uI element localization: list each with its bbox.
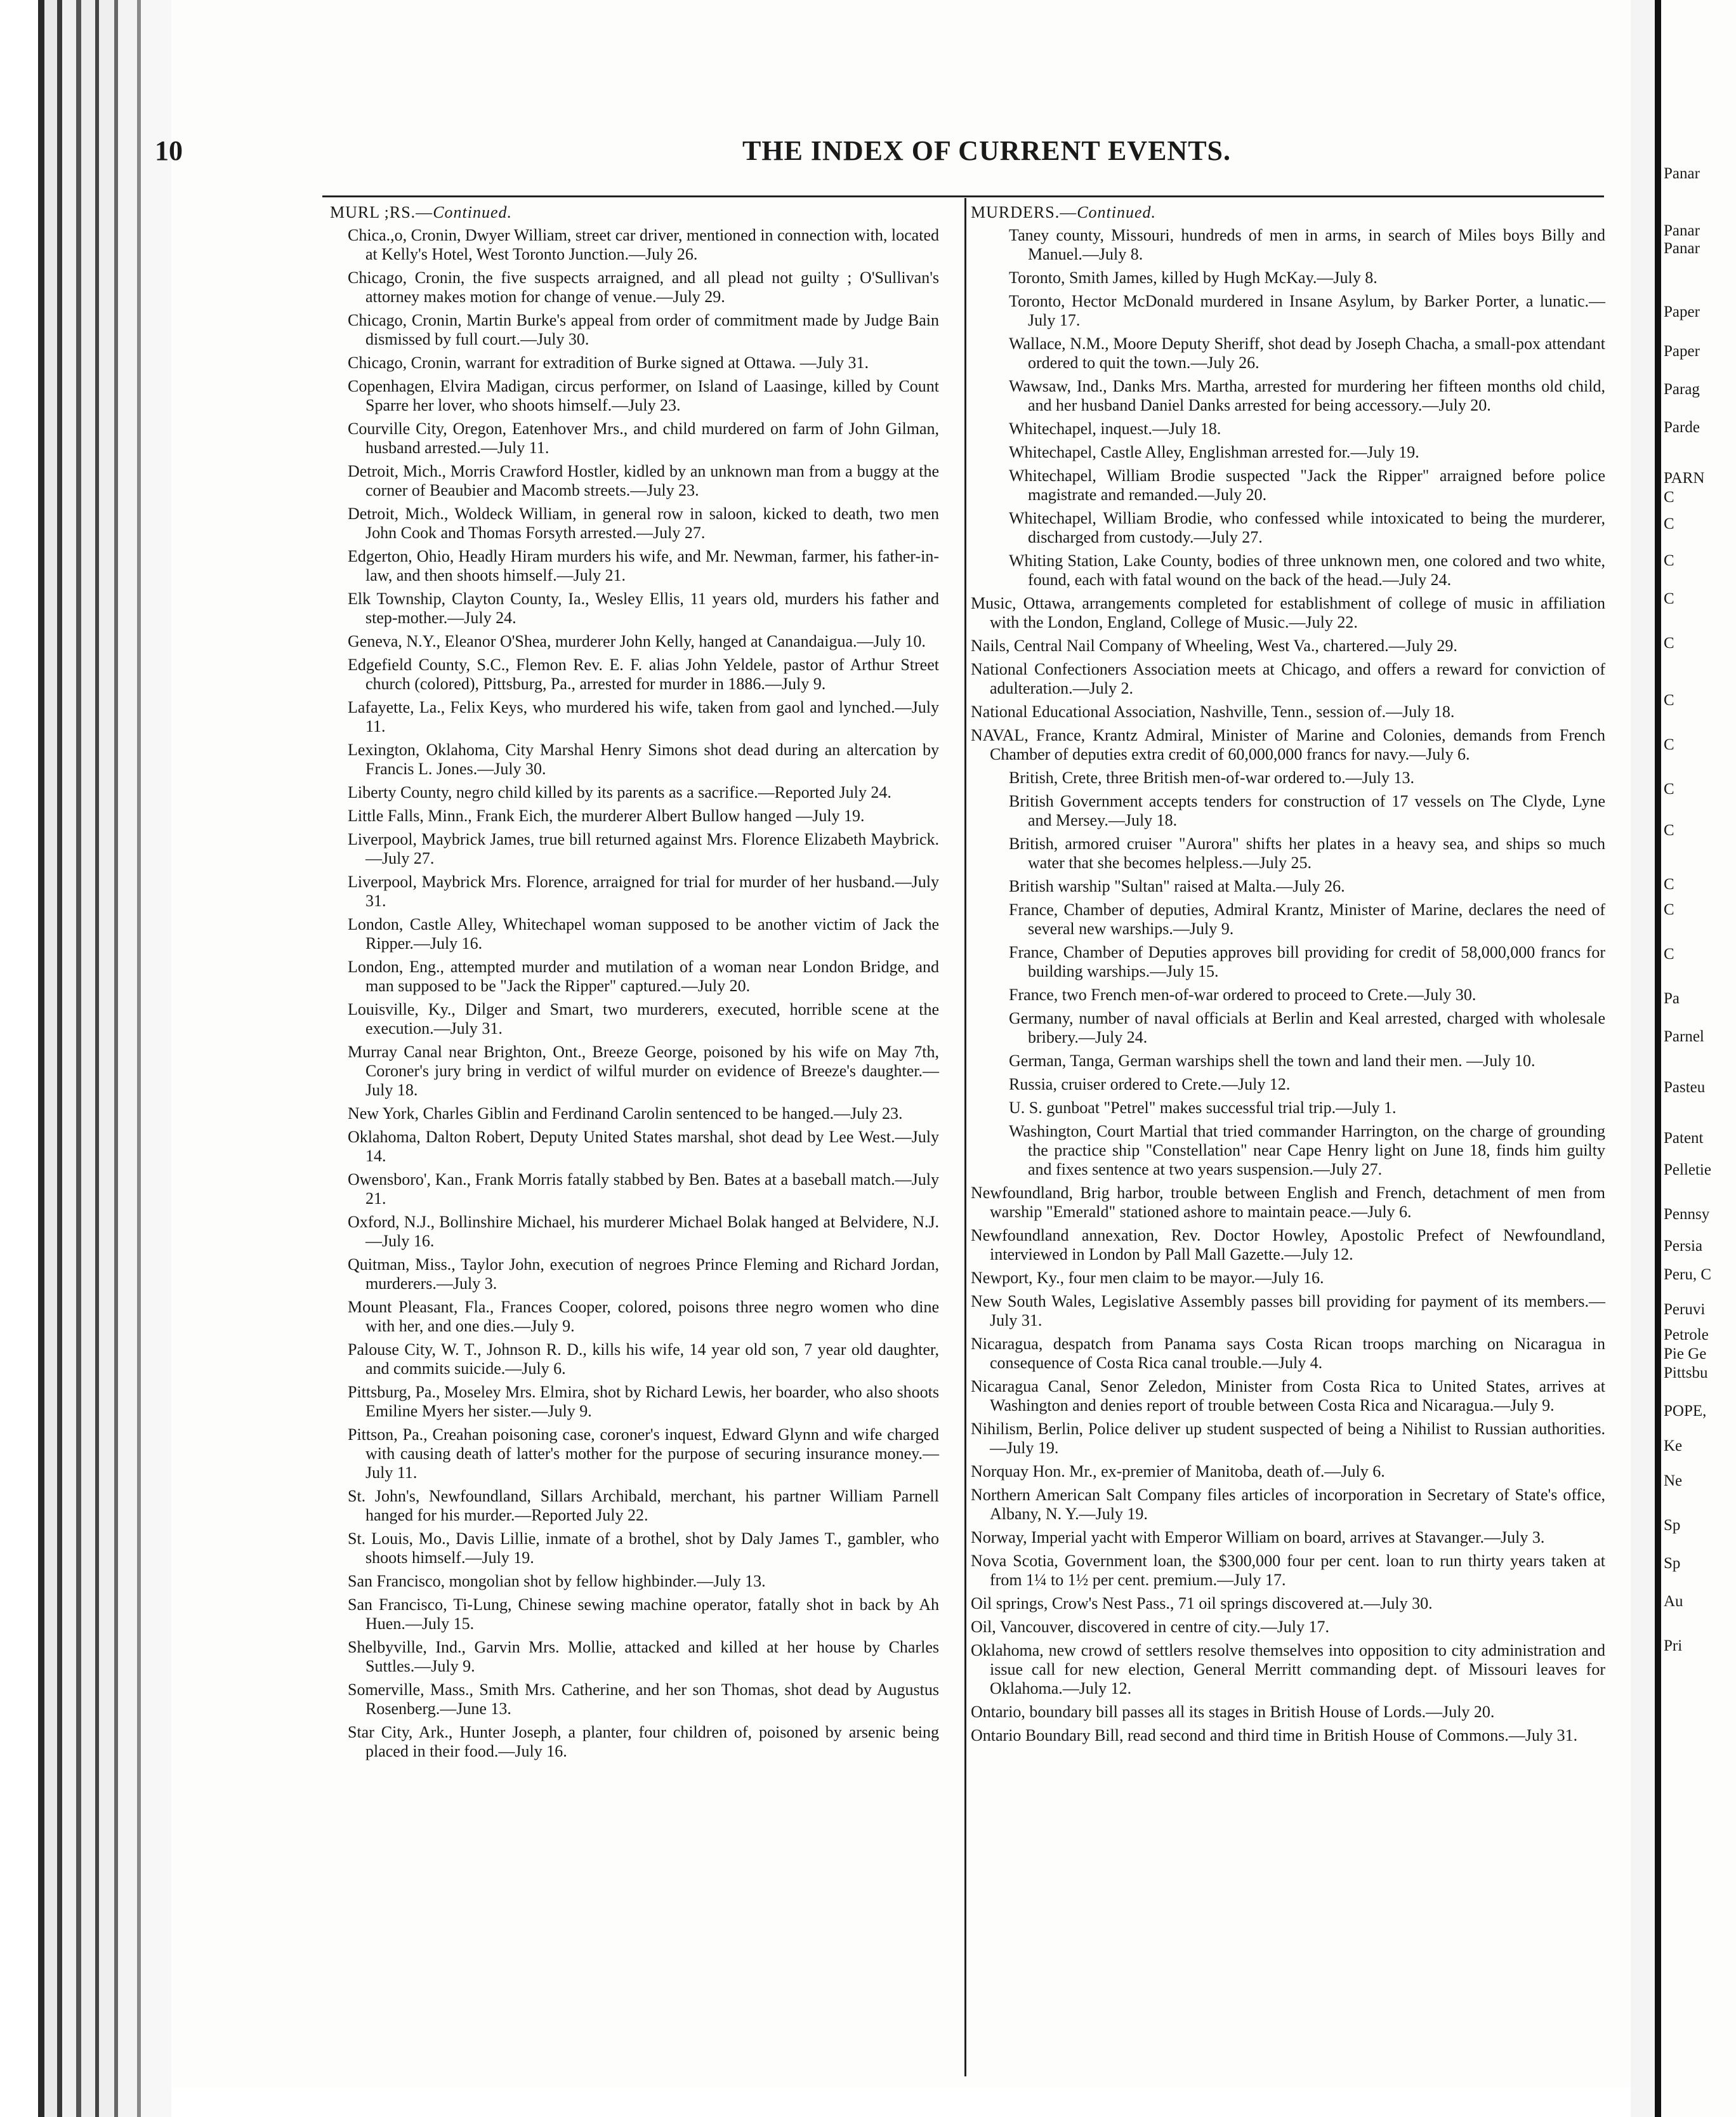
index-heading-entry: Nails, Central Nail Company of Wheeling, West Va., chartered.—July 29. [971, 636, 1457, 655]
facing-page-fragment: Panar [1664, 240, 1700, 257]
index-entry: Liverpool, Maybrick Mrs. Florence, arraigned for trial for murder of her husband.—July 31. [348, 873, 939, 910]
index-subentry: France, two French men-of-war ordered to proceed to Crete.—July 30. [1009, 986, 1476, 1004]
index-entry: New York, Charles Giblin and Ferdinand Carolin sentenced to be hanged.—July 23. [348, 1104, 903, 1123]
facing-page-fragment: C [1664, 781, 1674, 798]
index-subentry: Whitechapel, Castle Alley, Englishman arrested for.—July 19. [1009, 443, 1419, 461]
index-heading-entry: Newport, Ky., four men claim to be mayor.—July 16. [971, 1269, 1324, 1287]
facing-page-fragment: Au [1664, 1593, 1683, 1610]
index-entry: Liverpool, Maybrick James, true bill returned against Mrs. Florence Elizabeth Maybrick.—July 27. [348, 830, 939, 867]
index-entry: Pittsburg, Pa., Moseley Mrs. Elmira, shot by Richard Lewis, her boarder, who also shoots Emiline Myers her sister.—July 9. [348, 1383, 939, 1420]
facing-page-fragment: Pittsbu [1664, 1364, 1708, 1382]
index-entry: London, Castle Alley, Whitechapel woman supposed to be another victim of Jack the Ripper.—July 16. [348, 915, 939, 953]
book-binding-edge [0, 0, 171, 2117]
index-subentry: Germany, number of naval officials at Berlin and Keal arrested, charged with wholesale bribery.—July 24. [1009, 1009, 1605, 1046]
column-divider [964, 198, 966, 2076]
facing-page-fragment: Panar [1664, 222, 1700, 239]
facing-page-fragment: C [1664, 590, 1674, 607]
facing-page-fragment: Peru, C [1664, 1266, 1711, 1283]
facing-page-fragment: Sp [1664, 1517, 1681, 1534]
index-subentry: Whiting Station, Lake County, bodies of three unknown men, one colored and two white, found, each with fatal wound on the back of the head.—July 24. [1009, 551, 1605, 589]
facing-page-fragment: Peruvi [1664, 1301, 1706, 1318]
facing-page-fragment: Persia [1664, 1237, 1703, 1255]
index-heading-entry: National Confectioners Association meets at Chicago, and offers a reward for conviction of adulteration.—July 2. [971, 660, 1605, 697]
index-entry: London, Eng., attempted murder and mutilation of a woman near London Bridge, and man supposed to be "Jack the Ripper" captured.—July 20. [348, 958, 939, 995]
index-entry: Shelbyville, Ind., Garvin Mrs. Mollie, attacked and killed at her house by Charles Suttles.—July 9. [348, 1638, 939, 1675]
index-heading-entry: NAVAL, France, Krantz Admiral, Minister of Marine and Colonies, demands from French Chamber of deputies extra credit of 60,000,000 francs for navy.—July 6. [971, 726, 1605, 763]
index-entry: Owensboro', Kan., Frank Morris fatally stabbed by Ben. Bates at a baseball match.—July 21. [348, 1170, 939, 1208]
facing-page-fragment: Parde [1664, 419, 1700, 436]
facing-page-fragment: C [1664, 692, 1674, 709]
index-entry: Quitman, Miss., Taylor John, execution of negroes Prince Fleming and Richard Jordan, murderers.—July 3. [348, 1255, 939, 1293]
index-heading-entry: National Educational Association, Nashville, Tenn., session of.—July 18. [971, 702, 1455, 721]
facing-page-fragment: Parag [1664, 381, 1700, 398]
index-entry: Somerville, Mass., Smith Mrs. Catherine, and her son Thomas, shot dead by Augustus Rosenberg.—June 13. [348, 1680, 939, 1718]
index-heading-entry: Norway, Imperial yacht with Emperor William on board, arrives at Stavanger.—July 3. [971, 1528, 1545, 1547]
index-heading-entry: Oil springs, Crow's Nest Pass., 71 oil springs discovered at.—July 30. [971, 1594, 1433, 1612]
index-entry: Detroit, Mich., Morris Crawford Hostler, kidled by an unknown man from a buggy at the corner of Beaubier and Macomb streets.—July 23. [348, 462, 939, 499]
facing-page-fragment: Sp [1664, 1555, 1681, 1572]
index-subentry: France, Chamber of deputies, Admiral Krantz, Minister of Marine, declares the need of several new warships.—July 9. [1009, 900, 1605, 938]
facing-page-fragment: Pri [1664, 1637, 1683, 1654]
facing-page-fragment: C [1664, 876, 1674, 893]
index-heading-entry: Nihilism, Berlin, Police deliver up student suspected of being a Nihilist to Russian authorities.—July 19. [971, 1420, 1605, 1457]
facing-page-fragment: Pa [1664, 990, 1680, 1007]
facing-page-fragment: POPE, [1664, 1402, 1707, 1420]
index-entry: Edgefield County, S.C., Flemon Rev. E. F. alias John Yeldele, pastor of Arthur Street church (colored), Pittsburg, Pa., arrested for murder in 1886.—July 9. [348, 656, 939, 693]
index-heading-entry: Newfoundland annexation, Rev. Doctor Howley, Apostolic Prefect of Newfoundland, interviewed in London by Pall Mall Gazette.—July 12. [971, 1226, 1605, 1263]
facing-page-fragment: Patent [1664, 1130, 1704, 1147]
right-heading-text: MURDERS.— [971, 203, 1077, 221]
facing-page-fragment: C [1664, 635, 1674, 652]
index-entry: Elk Township, Clayton County, Ia., Wesley Ellis, 11 years old, murders his father and step-mother.—July 24. [348, 590, 939, 627]
index-entry: Palouse City, W. T., Johnson R. D., kills his wife, 14 year old son, 7 year old daughter, and commits suicide.—July 6. [348, 1340, 939, 1378]
index-subentry: Washington, Court Martial that tried commander Harrington, on the charge of grounding the practice ship "Constellation" near Cape Henry light on June 18, finds him guilty and fixes sentence at two years suspension.—July 27. [1009, 1122, 1605, 1178]
index-entry: Lexington, Oklahoma, City Marshal Henry Simons shot dead during an altercation by Francis L. Jones.—July 30. [348, 741, 939, 778]
index-entry: Murray Canal near Brighton, Ont., Breeze George, poisoned by his wife on May 7th, Coroner's jury bring in verdict of wilful murder on evidence of Breeze's daughter.—July 18. [348, 1043, 939, 1099]
facing-page-fragment: Paper [1664, 303, 1700, 320]
facing-page-rule [1655, 0, 1661, 2117]
left-heading-continued: Continued. [433, 203, 513, 221]
facing-page-fragment: C [1664, 736, 1674, 753]
facing-page-edge [1655, 0, 1736, 2117]
page-number: 10 [155, 135, 183, 166]
facing-page-fragment: Pasteu [1664, 1079, 1706, 1096]
right-heading-continued: Continued. [1077, 203, 1157, 221]
index-entry: Pittson, Pa., Creahan poisoning case, coroner's inquest, Edward Glynn and wife charged with causing death of latter's mother for the purpose of securing insurance money.—July 11. [348, 1425, 939, 1482]
index-heading-entry: Newfoundland, Brig harbor, trouble between English and French, detachment of men from warship "Emerald" stationed ashore to maintain peace.—July 6. [971, 1184, 1605, 1221]
index-entry: St. Louis, Mo., Davis Lillie, inmate of a brothel, shot by Daly James T., gambler, who shoots himself.—July 19. [348, 1529, 939, 1567]
index-subentry: Russia, cruiser ordered to Crete.—July 12. [1009, 1075, 1291, 1093]
index-entry: Geneva, N.Y., Eleanor O'Shea, murderer John Kelly, hanged at Canandaigua.—July 10. [348, 632, 926, 650]
index-subentry: France, Chamber of Deputies approves bill providing for credit of 58,000,000 francs for building warships.—July 15. [1009, 943, 1605, 980]
index-subentry: Toronto, Smith James, killed by Hugh McKay.—July 8. [1009, 268, 1378, 287]
facing-page-fragment: C [1664, 515, 1674, 532]
left-column-heading [330, 203, 939, 222]
left-column [330, 203, 939, 1765]
index-entry: San Francisco, mongolian shot by fellow highbinder.—July 13. [348, 1572, 766, 1590]
facing-page-fragment: C [1664, 946, 1674, 963]
facing-page-fragment: Petrole [1664, 1326, 1709, 1343]
index-subentry: British, armored cruiser "Aurora" shifts her plates in a heavy sea, and ships so much water that she becomes helpless.—July 25. [1009, 834, 1605, 872]
index-subentry: British Government accepts tenders for construction of 17 vessels on The Clyde, Lyne and Mersey.—July 18. [1009, 792, 1605, 829]
left-entry-list [330, 226, 939, 1761]
facing-page-fragment: Pennsy [1664, 1206, 1710, 1223]
index-entry: Edgerton, Ohio, Headly Hiram murders his wife, and Mr. Newman, farmer, his father-in-law, and then shoots himself.—July 21. [348, 547, 939, 584]
index-heading-entry: Norquay Hon. Mr., ex-premier of Manitoba, death of.—July 6. [971, 1462, 1385, 1481]
facing-page-fragment: Pie Ge [1664, 1345, 1707, 1362]
facing-page-fragment: Ke [1664, 1437, 1683, 1454]
index-heading-entry: New South Wales, Legislative Assembly passes bill providing for payment of its members.—July 31. [971, 1292, 1605, 1329]
index-heading-entry: Music, Ottawa, arrangements completed for establishment of college of music in affiliation with the London, England, College of Music.—July 22. [971, 594, 1605, 631]
facing-page-fragment: C [1664, 489, 1674, 506]
header-rule [322, 195, 1604, 197]
running-title: THE INDEX OF CURRENT EVENTS. [742, 135, 1232, 166]
index-heading-entry: Ontario, boundary bill passes all its stages in British House of Lords.—July 20. [971, 1703, 1495, 1721]
index-subentry: Whitechapel, William Brodie, who confessed while intoxicated to being the murderer, discharged from custody.—July 27. [1009, 509, 1605, 546]
index-entry: Chicago, Cronin, Martin Burke's appeal from order of commitment made by Judge Bain dismissed by full court.—July 30. [348, 311, 939, 348]
index-entry: Liberty County, negro child killed by its parents as a sacrifice.—Reported July 24. [348, 783, 891, 801]
left-heading-text: MURL ;RS.— [330, 203, 433, 221]
index-subentry: Wallace, N.M., Moore Deputy Sheriff, shot dead by Joseph Chacha, a small-pox attendant ordered to quit the town.—July 26. [1009, 334, 1605, 372]
index-heading-entry: Oklahoma, new crowd of settlers resolve themselves into opposition to city administration and issue call for new election, General Merritt commanding dept. of Missouri leaves for Oklahoma.—July 12. [971, 1641, 1605, 1698]
index-entry: Little Falls, Minn., Frank Eich, the murderer Albert Bullow hanged —July 19. [348, 807, 865, 825]
index-heading-entry: Nicaragua Canal, Senor Zeledon, Minister from Costa Rica to United States, arrives at Washington and denies report of trouble between Costa Rica and Nicaragua.—July 9. [971, 1377, 1605, 1415]
facing-page-fragment: Ne [1664, 1472, 1683, 1489]
index-subentry: British, Crete, three British men-of-war ordered to.—July 13. [1009, 768, 1415, 787]
right-column-heading [971, 203, 1605, 222]
right-column [971, 203, 1605, 1750]
index-subentry: Taney county, Missouri, hundreds of men in arms, in search of Miles boys Billy and Manuel.—July 8. [1009, 226, 1605, 263]
index-entry: Courville City, Oregon, Eatenhover Mrs., and child murdered on farm of John Gilman, husband arrested.—July 11. [348, 419, 939, 457]
facing-page-fragment: C [1664, 901, 1674, 918]
index-entry: Chica.,o, Cronin, Dwyer William, street car driver, mentioned in connection with, located at Kelly's Hotel, West Toronto Junction.—July 26. [348, 226, 939, 263]
index-subentry: Toronto, Hector McDonald murdered in Insane Asylum, by Barker Porter, a lunatic.—July 17. [1009, 292, 1605, 329]
index-entry: Chicago, Cronin, the five suspects arraigned, and all plead not guilty ; O'Sullivan's attorney makes motion for change of venue.—July 29. [348, 268, 939, 306]
index-heading-entry: Oil, Vancouver, discovered in centre of city.—July 17. [971, 1618, 1330, 1636]
index-subentry: Wawsaw, Ind., Danks Mrs. Martha, arrested for murdering her fifteen months old child, and her husband Daniel Danks arrested for being accessory.—July 20. [1009, 377, 1605, 414]
index-entry: San Francisco, Ti-Lung, Chinese sewing machine operator, fatally shot in back by Ah Huen.—July 15. [348, 1595, 939, 1633]
facing-page-fragment: Parnel [1664, 1028, 1704, 1045]
index-entry: Oxford, N.J., Bollinshire Michael, his murderer Michael Bolak hanged at Belvidere, N.J.—July 16. [348, 1213, 939, 1250]
index-entry: Louisville, Ky., Dilger and Smart, two murderers, executed, horrible scene at the execution.—July 31. [348, 1000, 939, 1038]
index-heading-entry: Nova Scotia, Government loan, the $300,000 four per cent. loan to run thirty years taken at from 1¼ to 1½ per cent. premium.—July 17. [971, 1552, 1605, 1589]
index-subentry: Whitechapel, inquest.—July 18. [1009, 419, 1221, 438]
facing-page-fragment: PARN [1664, 470, 1705, 487]
index-entry: St. John's, Newfoundland, Sillars Archibald, merchant, his partner William Parnell hanged for his murder.—Reported July 22. [348, 1487, 939, 1524]
index-entry: Mount Pleasant, Fla., Frances Cooper, colored, poisons three negro women who dine with her, and one dies.—July 9. [348, 1298, 939, 1335]
index-entry: Detroit, Mich., Woldeck William, in general row in saloon, kicked to death, two men John Cook and Thomas Forsyth arrested.—July 27. [348, 505, 939, 542]
index-entry: Copenhagen, Elvira Madigan, circus performer, on Island of Laasinge, killed by Count Sparre her lover, who shoots himself.—July 23. [348, 377, 939, 414]
index-heading-entry: Ontario Boundary Bill, read second and third time in British House of Commons.—July 31. [971, 1726, 1578, 1744]
facing-page-fragment: Pelletie [1664, 1161, 1711, 1178]
right-entry-list [971, 226, 1605, 1745]
page-gutter [1631, 0, 1655, 2117]
index-entry: Lafayette, La., Felix Keys, who murdered his wife, taken from gaol and lynched.—July 11. [348, 698, 939, 735]
index-entry: Oklahoma, Dalton Robert, Deputy United States marshal, shot dead by Lee West.—July 14. [348, 1128, 939, 1165]
index-subentry: British warship "Sultan" raised at Malta.—July 26. [1009, 877, 1345, 895]
facing-page-fragment: Panar [1664, 165, 1700, 182]
facing-page-fragment: C [1664, 822, 1674, 839]
index-entry: Star City, Ark., Hunter Joseph, a planter, four children of, poisoned by arsenic being placed in their food.—July 16. [348, 1723, 939, 1760]
index-heading-entry: Northern American Salt Company files articles of incorporation in Secretary of State's office, Albany, N. Y.—July 19. [971, 1486, 1605, 1523]
facing-page-fragment: Paper [1664, 343, 1700, 360]
index-heading-entry: Nicaragua, despatch from Panama says Costa Rican troops marching on Nicaragua in consequence of Costa Rica canal trouble.—July 4. [971, 1335, 1605, 1372]
index-subentry: U. S. gunboat "Petrel" makes successful trial trip.—July 1. [1009, 1098, 1397, 1117]
index-entry: Chicago, Cronin, warrant for extradition of Burke signed at Ottawa. —July 31. [348, 353, 869, 372]
index-subentry: German, Tanga, German warships shell the town and land their men. —July 10. [1009, 1052, 1535, 1070]
facing-page-fragment: C [1664, 552, 1674, 569]
index-subentry: Whitechapel, William Brodie suspected "Jack the Ripper" arraigned before police magistrate and remanded.—July 20. [1009, 466, 1605, 504]
